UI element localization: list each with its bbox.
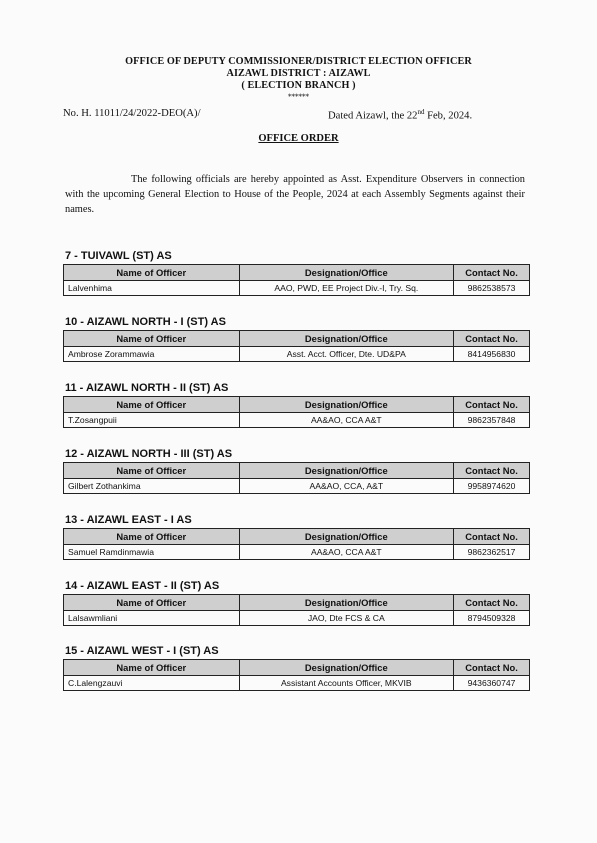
order-paragraph-text: The following officials are hereby appointed as Asst. Expenditure Observers in connection with the upcoming General Election to House of the People, 2024 at each Assembly Segments against their names. [65, 174, 525, 215]
designation-column-header: Designation/Office [239, 331, 454, 347]
table-header-row [64, 660, 530, 676]
officer-contact: 8414956830 [454, 347, 530, 362]
name-column-header: Name of Officer [64, 463, 240, 479]
table-header-row [64, 331, 530, 347]
table-header-row [64, 595, 530, 611]
contact-column-header: Contact No. [454, 529, 530, 545]
assembly-segment-title: 10 - AIZAWL NORTH - I (ST) AS [65, 316, 226, 328]
table-row [64, 281, 530, 296]
officer-designation: AA&AO, CCA A&T [239, 413, 454, 428]
contact-column-header: Contact No. [454, 660, 530, 676]
name-column-header: Name of Officer [64, 595, 240, 611]
date-suffix: Feb, 2024. [424, 110, 473, 122]
officer-contact: 8794509328 [454, 611, 530, 626]
header-stars: ****** [288, 93, 309, 101]
table-header-row [64, 397, 530, 413]
assembly-segment-title: 11 - AIZAWL NORTH - II (ST) AS [65, 382, 229, 394]
officer-name: C.Lalengzauvi [64, 676, 240, 691]
officer-contact: 9436360747 [454, 676, 530, 691]
order-paragraph [65, 172, 525, 217]
header-office-line: OFFICE OF DEPUTY COMMISSIONER/DISTRICT ELECTION OFFICER [125, 56, 472, 67]
assembly-segment-title: 15 - AIZAWL WEST - I (ST) AS [65, 645, 219, 657]
officer-table [63, 528, 530, 560]
officer-table [63, 462, 530, 494]
name-column-header: Name of Officer [64, 397, 240, 413]
officer-table [63, 659, 530, 691]
designation-column-header: Designation/Office [239, 529, 454, 545]
contact-column-header: Contact No. [454, 331, 530, 347]
assembly-section [63, 315, 531, 362]
date-prefix: Dated Aizawl, the 22 [328, 110, 418, 122]
assembly-section [63, 513, 531, 560]
table-row [64, 545, 530, 560]
assembly-segment-title: 13 - AIZAWL EAST - I AS [65, 514, 192, 526]
designation-column-header: Designation/Office [239, 397, 454, 413]
contact-column-header: Contact No. [454, 595, 530, 611]
officer-name: T.Zosangpuii [64, 413, 240, 428]
officer-contact: 9862357848 [454, 413, 530, 428]
table-row [64, 347, 530, 362]
table-header-row [64, 463, 530, 479]
contact-column-header: Contact No. [454, 463, 530, 479]
name-column-header: Name of Officer [64, 529, 240, 545]
contact-column-header: Contact No. [454, 397, 530, 413]
name-column-header: Name of Officer [64, 660, 240, 676]
designation-column-header: Designation/Office [239, 265, 454, 281]
header-branch-line: ( ELECTION BRANCH ) [241, 80, 356, 91]
reference-number: No. H. 11011/24/2022-DEO(A)/ [63, 108, 201, 119]
table-header-row [64, 265, 530, 281]
table-row [64, 611, 530, 626]
officer-designation: AAO, PWD, EE Project Div.-I, Try. Sq. [239, 281, 454, 296]
assembly-segment-title: 7 - TUIVAWL (ST) AS [65, 250, 172, 262]
table-row [64, 676, 530, 691]
officer-designation: AA&AO, CCA, A&T [239, 479, 454, 494]
assembly-section [63, 447, 531, 494]
officer-designation: JAO, Dte FCS & CA [239, 611, 454, 626]
table-header-row [64, 529, 530, 545]
name-column-header: Name of Officer [64, 331, 240, 347]
order-title: OFFICE ORDER [258, 133, 339, 144]
assembly-section [63, 579, 531, 626]
officer-name: Lalsawmliani [64, 611, 240, 626]
assembly-segment-title: 14 - AIZAWL EAST - II (ST) AS [65, 580, 220, 592]
officer-contact: 9862362517 [454, 545, 530, 560]
assembly-section [63, 644, 531, 691]
officer-table [63, 330, 530, 362]
officer-designation: AA&AO, CCA A&T [239, 545, 454, 560]
officer-contact: 9958974620 [454, 479, 530, 494]
assembly-section [63, 249, 531, 296]
officer-name: Samuel Ramdinmawia [64, 545, 240, 560]
header-district-line: AIZAWL DISTRICT : AIZAWL [226, 68, 371, 79]
officer-table [63, 264, 530, 296]
officer-table [63, 396, 530, 428]
officer-designation: Asst. Acct. Officer, Dte. UD&PA [239, 347, 454, 362]
table-row [64, 413, 530, 428]
assembly-section [63, 381, 531, 428]
date-superscript: nd [417, 108, 425, 116]
designation-column-header: Designation/Office [239, 595, 454, 611]
officer-name: Gilbert Zothankima [64, 479, 240, 494]
table-row [64, 479, 530, 494]
designation-column-header: Designation/Office [239, 463, 454, 479]
designation-column-header: Designation/Office [239, 660, 454, 676]
order-date [328, 108, 472, 122]
officer-table [63, 594, 530, 626]
assembly-segment-title: 12 - AIZAWL NORTH - III (ST) AS [65, 448, 233, 460]
name-column-header: Name of Officer [64, 265, 240, 281]
officer-name: Ambrose Zorammawia [64, 347, 240, 362]
officer-contact: 9862538573 [454, 281, 530, 296]
officer-name: Lalvenhima [64, 281, 240, 296]
contact-column-header: Contact No. [454, 265, 530, 281]
officer-designation: Assistant Accounts Officer, MKVIB [239, 676, 454, 691]
